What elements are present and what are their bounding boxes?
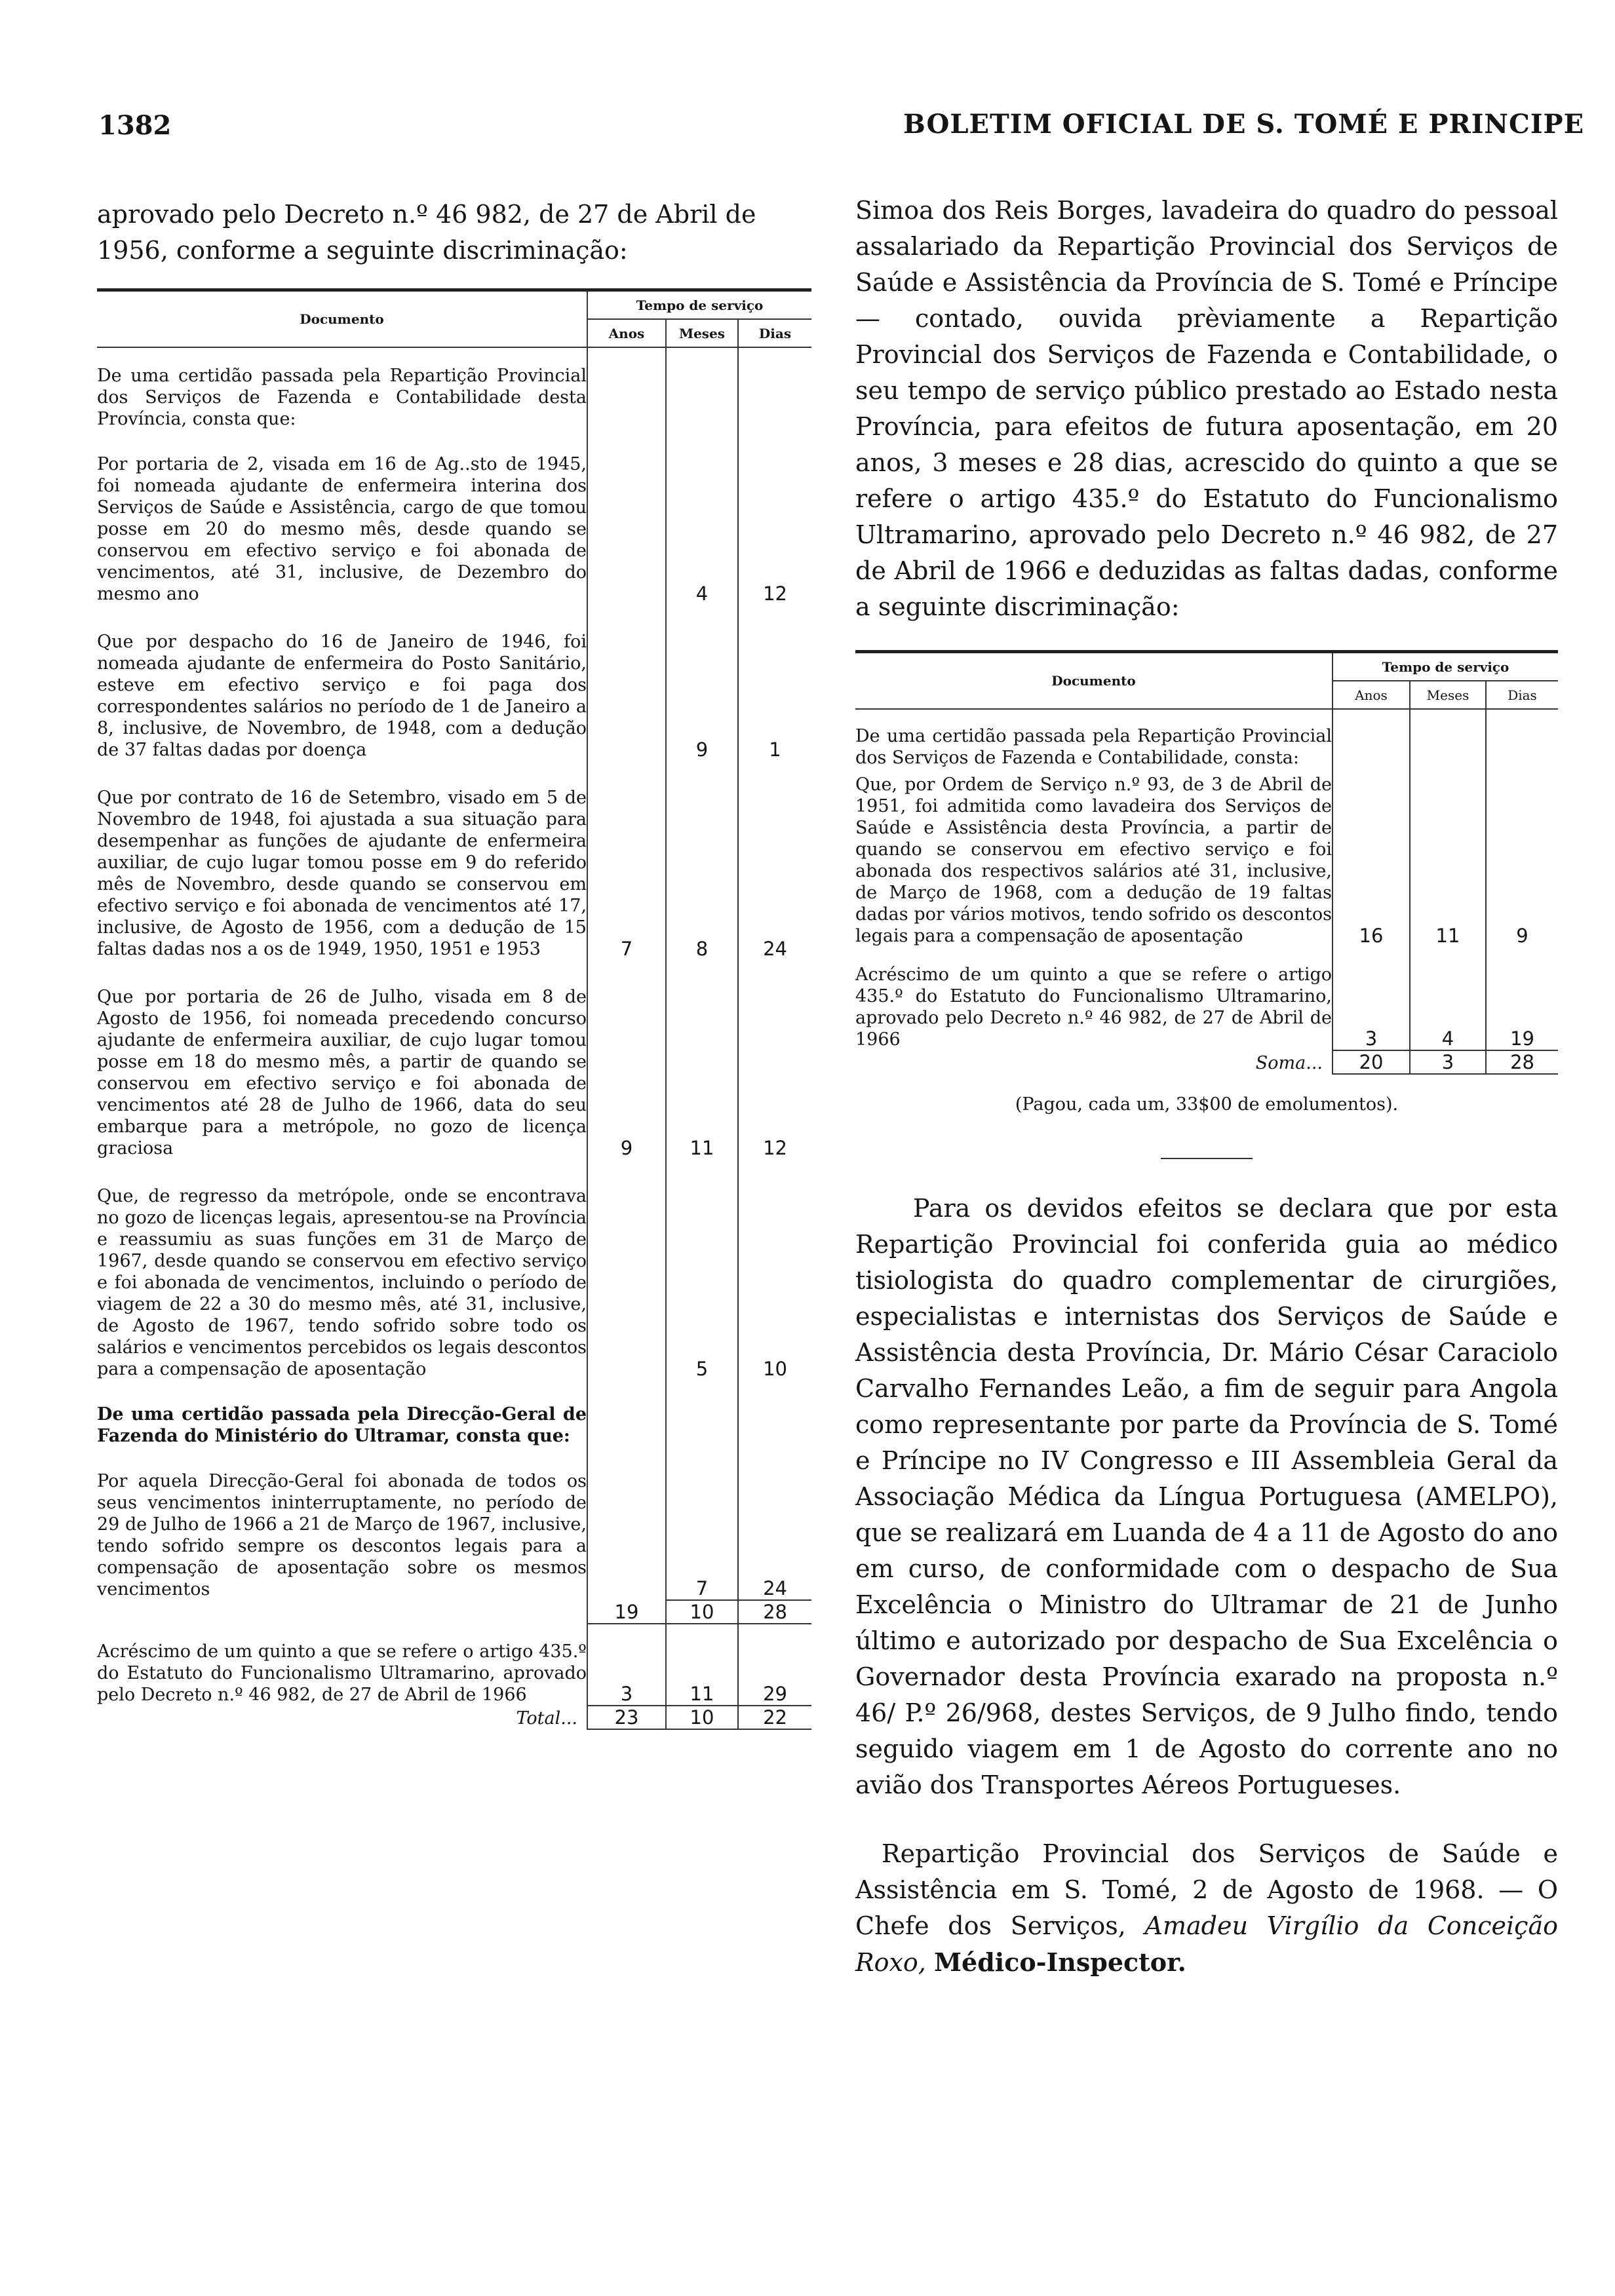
col-tempo: Tempo de serviço (587, 290, 811, 320)
notice-paragraph: Para os devidos efeitos se declara que por esta Repartição Provincial foi conferida guia ao médico tisiologista do quadro complementar de cirurgiões, especialistas e internistas dos Serviços de Saúde e Assistência desta Província, Dr. Mário César Caraciolo Carvalho Fernandes Leão, a fim de seguir para Angola como representante por parte da Província de S. Tomé e Príncipe no IV Congresso e III Assembleia Geral da Associação Médica da Língua Portuguesa (AMELPO), que se realizará em Luanda de 4 a 11 de Agosto do ano em curso, de conformidade com o despacho de Sua Excelência o Ministro do Ultramar de 21 de Junho último e autorizado por despacho de Sua Excelência o Governador desta Província exarado na proposta n.º 46/ P.º 26/968, destes Serviços, de 9 Julho findo, tendo seguido viagem em 1 de Agosto do corrente ano no avião dos Transportes Aéreos Portugueses. (855, 1194, 1558, 1799)
left-column (97, 197, 811, 1730)
col-documento: Documento (1051, 673, 1136, 689)
table-row: De uma certidão passada pela Repartição Provincial dos Serviços de Fazenda e Contabilidade desta Província, consta que: (97, 365, 811, 430)
col-dias: Dias (738, 319, 811, 347)
signature-role: O Chefe dos Serviços, (855, 1875, 1558, 1940)
col-anos: Anos (1333, 681, 1410, 709)
signature-name: Amadeu Virgílio da Conceição Roxo, (855, 1911, 1558, 1977)
right-column (855, 193, 1558, 1981)
col-dias: Dias (1486, 681, 1558, 709)
page-number: 1382 (98, 110, 172, 141)
subtotal-row: 19 10 28 (97, 1600, 811, 1624)
total-row: Total... 23 10 22 (97, 1706, 811, 1729)
col-meses: Meses (666, 319, 738, 347)
table-row: Que, de regresso da metrópole, onde se encontrava no gozo de licenças legais, apresentou-se na Província e reassumiu as suas funções em 31 de Março de 1967, desde quando se conservou em efectivo serviço e foi abonada de vencimentos, incluindo o período de viagem de 22 a 30 do mesmo mês, até 31, inclusive, de Agosto de 1967, tendo sofrido sobre todo os salários e vencimentos percebidos os legais descontos para a compensação de aposentação 5 10 (97, 1159, 811, 1380)
col-anos: Anos (587, 319, 666, 347)
section-divider (1161, 1158, 1253, 1159)
table-row: De uma certidão passada pela Repartição Provincial dos Serviços de Fazenda e Contabilidade, consta: (855, 725, 1558, 769)
left-intro: aprovado pelo Decreto n.º 46 982, de 27 de Abril de 1956, conforme a seguinte discriminação: (97, 200, 756, 265)
signature-block (855, 1836, 1558, 1981)
signature-place: Repartição Provincial dos Serviços de Saúde e Assistência em S. Tomé, 2 de Agosto de 1968. — (855, 1839, 1558, 1904)
table-row: Que, por Ordem de Serviço n.º 93, de 3 de Abril de 1951, foi admitida como lavadeira dos Serviços de Saúde e Assistência desta Província, a partir de quando se conservou em efectivo serviço e foi abonada dos respectivos salários até 31, inclusive, de Março de 1968, com a dedução de 19 faltas dadas por vários motivos, tendo sofrido os descontos legais para a compensação de aposentação 16 11 9 (855, 769, 1558, 947)
emolumentos-note: (Pagou, cada um, 33$00 de emolumentos). (1015, 1094, 1399, 1115)
left-service-table (97, 288, 811, 1730)
table-row: Que por contrato de 16 de Setembro, visado em 5 de Novembro de 1948, foi ajustada a sua situação para desempenhar as funções de ajudante de enfermeira auxiliar, de cujo lugar tomou posse em 9 do referido mês de Novembro, desde quando se conservou em efectivo serviço e foi abonada de vencimentos até 17, inclusive, de Agosto de 1956, com a dedução de 15 faltas dadas nos a os de 1949, 1950, 1951 e 1953 7 8 24 (97, 761, 811, 960)
table-row: De uma certidão passada pela Direcção-Geral de Fazenda do Ministério do Ultramar, consta que: (97, 1380, 811, 1447)
table-row: Que por despacho do 16 de Janeiro de 1946, foi nomeada ajudante de enfermeira do Posto Sanitário, esteve em efectivo serviço e foi paga dos correspondentes salários no período de 1 de Janeiro a 8, inclusive, de Novembro, de 1948, com a dedução de 37 faltas dadas por doença 9 1 (97, 605, 811, 761)
bulletin-title: BOLETIM OFICIAL DE S. TOMÉ E PRINCIPE (903, 109, 1585, 140)
right-intro: Simoa dos Reis Borges, lavadeira do quadro do pessoal assalariado da Repartição Provincial dos Serviços de Saúde e Assistência da Província de S. Tomé e Príncipe — contado, ouvida prèviamente a Repartição Provincial dos Serviços de Fazenda e Contabilidade, o seu tempo de serviço público prestado ao Estado nesta Província, para efeitos de futura aposentação, em 20 anos, 3 meses e 28 dias, acrescido do quinto a que se refere o artigo 435.º do Estatuto do Funcionalismo Ultramarino, aprovado pelo Decreto n.º 46 982, de 27 de Abril de 1966 e deduzidas as faltas dadas, conforme a seguinte discriminação: (855, 196, 1558, 621)
table-row: Que por portaria de 26 de Julho, visada em 8 de Agosto de 1956, foi nomeada precedendo concurso ajudante de enfermeira auxiliar, de cujo lugar tomou posse em 18 do mesmo mês, a partir de quando se conservou em efectivo serviço e foi abonada de vencimentos até 28 de Julho de 1966, data do seu embarque para a metrópole, no gozo de licença graciosa 9 11 12 (97, 960, 811, 1159)
signature-title: Médico-Inspector. (933, 1947, 1186, 1977)
col-documento: Documento (300, 311, 384, 327)
table-row: Por portaria de 2, visada em 16 de Ag..sto de 1945, foi nomeada ajudante de enfermeira interina dos Serviços de Saúde e Assistência, cargo de que tomou posse em 20 do mesmo mês, desde quando se conservou em efectivo serviço e foi abonada de vencimentos, até 31, inclusive, de Dezembro do mesmo ano 4 12 (97, 430, 811, 605)
right-service-table (855, 650, 1558, 1075)
col-meses: Meses (1410, 681, 1486, 709)
col-tempo: Tempo de serviço (1333, 652, 1558, 681)
table-row: Por aquela Direcção-Geral foi abonada de todos os seus vencimentos ininterruptamente, no período de 29 de Julho de 1966 a 21 de Março de 1967, inclusive, tendo sofrido sempre os descontos legais para a compensação de aposentação sobre os mesmos vencimentos 7 24 (97, 1447, 811, 1600)
acrescimo-row: Acréscimo de um quinto a que se refere o artigo 435.º do Estatuto do Funcionalismo Ultramarino, aprovado pelo Decreto n.º 46 982, de 27 de Abril de 1966 3 11 29 (97, 1624, 811, 1706)
table-row: Acréscimo de um quinto a que se refere o artigo 435.º do Estatuto do Funcionalismo Ultramarino, aprovado pelo Decreto n.º 46 982, de 27 de Abril de 1966 3 4 19 (855, 947, 1558, 1050)
total-row: Soma... 20 3 28 (855, 1050, 1558, 1074)
